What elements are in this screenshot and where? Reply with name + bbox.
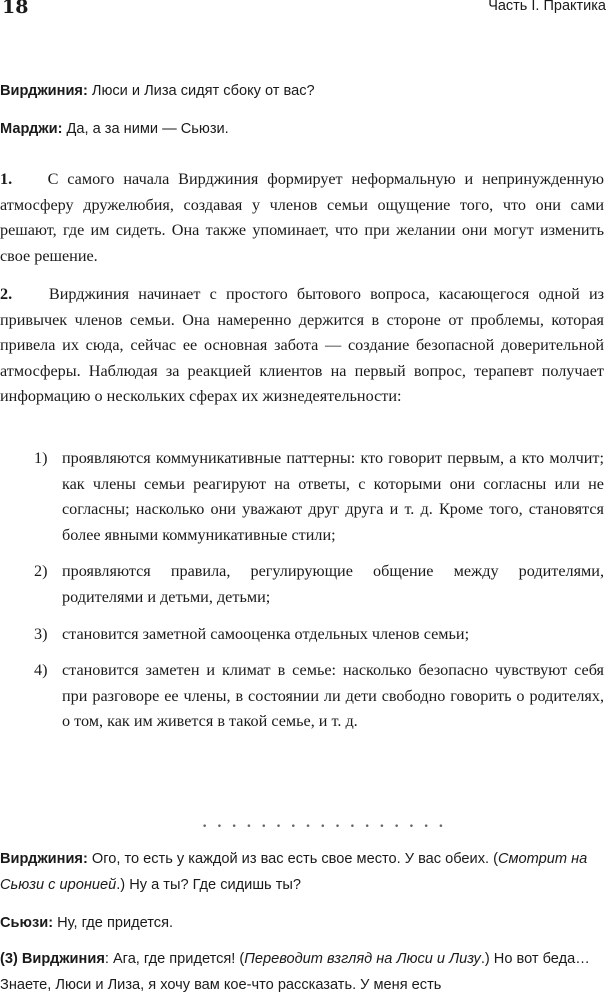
list-item-text: становится заметной самооценка отдельных членов семьи; — [62, 624, 470, 643]
paragraph-number: 2. — [0, 285, 13, 303]
utterance: .) Ну а ты? Где сидишь ты? — [116, 877, 301, 893]
list-marker: 2) — [34, 562, 48, 581]
utterance: Ну, где придется. — [53, 915, 174, 931]
dialogue-line — [0, 946, 606, 998]
list-item-text: становится заметен и климат в семье: насколько безопасно чувствуют себя при разговоре ее члены, в состоянии ли дети свободно говорить о родителях, о том, как им живется в такой семье, и т. д. — [62, 661, 604, 731]
dialogue-line — [0, 910, 606, 936]
utterance: .) Но вот беда… Знаете, Люси и Лиза, я хочу вам кое-что рассказать. У меня есть — [0, 951, 590, 993]
page-number: 18 — [2, 0, 29, 18]
list-marker: 3) — [34, 624, 48, 643]
list-item-text: проявляются коммуникативные паттерны: кто говорит первым, а кто молчит; как члены семьи реагируют на ответы, с которыми они согласны или не согласны; насколько они уважают друг друга и т. д. Кроме того, становятся более явными коммуникативные стили; — [62, 449, 604, 544]
page-header — [0, 0, 608, 24]
numbered-list — [0, 446, 604, 735]
speaker-name: Вирджиния: — [0, 83, 88, 99]
list-item — [0, 559, 604, 610]
utterance: : Ага, где придется! ( — [104, 951, 245, 967]
paragraph-number: 1. — [0, 170, 13, 188]
section-separator: • • • • • • • • • • • • • • • • • — [202, 822, 447, 832]
paragraph-text: Вирджиния начинает с простого бытового вопроса, касающегося одной из привычек членов семьи. Она намеренно держится в стороне от проблемы, которая привела их сюда, сейчас ее основная забота — создание безопасной доверительной атмосферы. Наблюдая за реакцией клиентов на первый вопрос, терапевт получает информацию о нескольких сферах их жизнедеятельности: — [0, 285, 605, 406]
list-item — [0, 622, 604, 648]
utterance: Да, а за ними — Сьюзи. — [62, 121, 229, 137]
commentary-paragraph-2 — [0, 282, 604, 410]
speaker-name: Сьюзи: — [0, 915, 54, 931]
dialogue-line — [0, 78, 606, 104]
utterance: Люси и Лиза сидят сбоку от вас? — [87, 83, 315, 99]
paragraph-text: С самого начала Вирджиния формирует неформальную и непринужденную атмосферу дружелюбия, создавая у членов семьи ощущение того, что они сами решают, где им сидеть. Она также упоминает, что при желании они могут изменить свое решение. — [0, 170, 605, 265]
list-item — [0, 658, 604, 735]
list-item — [0, 446, 604, 548]
speaker-name: Марджи: — [0, 121, 63, 137]
stage-direction: Смотрит на Сьюзи с иронией — [0, 851, 588, 893]
stage-direction: Переводит взгляд на Люси и Лизу — [244, 951, 481, 967]
speaker-name: Вирджиния: — [0, 851, 88, 867]
speaker-name: (3) Вирджиния — [0, 951, 105, 967]
list-marker: 4) — [34, 661, 48, 680]
list-marker: 1) — [34, 449, 48, 467]
dialogue-line — [0, 116, 606, 142]
running-head: Часть I. Практика — [488, 0, 606, 14]
list-item-text: проявляются правила, регулирующие общение между родителями, родителями и детьми, детьми; — [62, 562, 604, 606]
utterance: Ого, то есть у каждой из вас есть свое место. У вас обеих. ( — [87, 851, 498, 867]
dialogue-line — [0, 846, 606, 898]
commentary-paragraph-1 — [0, 167, 604, 269]
